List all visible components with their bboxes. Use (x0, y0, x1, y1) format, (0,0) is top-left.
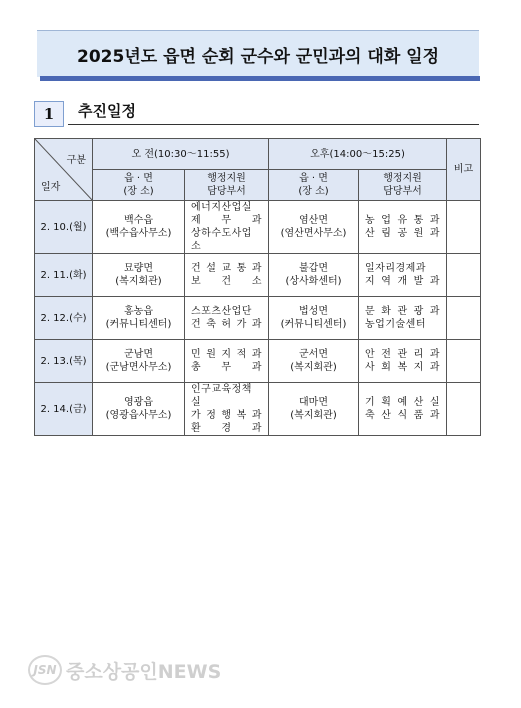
dept-name: 안 전 관 리 과 (365, 349, 441, 360)
town-name: 불갑면 (299, 263, 328, 274)
am-dept-cell (185, 201, 269, 254)
subheader-dept-label-2: 담당부서 (383, 186, 422, 197)
schedule-table (34, 138, 481, 436)
dept-name: 지 역 개 발 과 (365, 276, 441, 287)
pm-town-cell (269, 383, 359, 436)
date-cell: 2. 14.(금) (35, 383, 93, 436)
header-remarks: 비고 (447, 139, 481, 201)
venue-name: (영광읍사무소) (105, 410, 172, 421)
dept-name: 인구교육정책실 (191, 384, 252, 408)
town-name: 군서면 (299, 349, 328, 360)
subheader-place-label: (장 소) (123, 186, 154, 197)
subheader-am-dept (185, 170, 269, 201)
venue-name: (군남면사무소) (105, 362, 172, 373)
dept-name: 보 건 소 (191, 276, 263, 287)
header-am: 오 전(10:30～11:55) (93, 139, 269, 170)
corner-label-date: 일자 (41, 182, 61, 193)
dept-name: 상하수도사업소 (191, 228, 252, 252)
dept-name: 건 설 교 통 과 (191, 263, 263, 274)
remarks-cell (447, 201, 481, 254)
town-name: 묘량면 (124, 263, 153, 274)
dept-name: 건 축 허 가 과 (191, 319, 263, 330)
dept-name: 제 무 과 (191, 215, 263, 226)
dept-name: 일자리경제과 (365, 263, 426, 274)
am-town-cell (93, 254, 185, 297)
section-divider (68, 124, 479, 125)
venue-name: (커뮤니티센터) (280, 319, 347, 330)
watermark-text: 중소상공인NEWS (66, 660, 222, 683)
watermark (28, 655, 221, 685)
dept-name: 사 회 복 지 과 (365, 362, 441, 373)
am-town-cell (93, 383, 185, 436)
pm-town-cell (269, 254, 359, 297)
town-name: 영광읍 (124, 397, 153, 408)
date-cell: 2. 11.(화) (35, 254, 93, 297)
dept-name: 에너지산업실 (191, 202, 252, 213)
dept-name: 총 무 과 (191, 362, 263, 373)
subheader-pm-dept (359, 170, 447, 201)
am-dept-cell (185, 340, 269, 383)
dept-name: 농업기술센터 (365, 319, 426, 330)
remarks-cell (447, 383, 481, 436)
pm-dept-cell (359, 201, 447, 254)
dept-name: 농 업 유 통 과 (365, 215, 441, 226)
venue-name: (염산면사무소) (280, 228, 347, 239)
subheader-dept-label: 행정지원 (383, 173, 422, 184)
table-row (35, 297, 481, 340)
town-name: 홍농읍 (124, 306, 153, 317)
title-box (37, 30, 479, 77)
pm-town-cell (269, 201, 359, 254)
remarks-cell (447, 254, 481, 297)
pm-town-cell (269, 297, 359, 340)
subheader-town-label: 읍 · 면 (299, 173, 328, 184)
table-row (35, 340, 481, 383)
date-cell: 2. 12.(수) (35, 297, 93, 340)
remarks-cell (447, 340, 481, 383)
dept-name: 기 획 예 산 실 (365, 397, 441, 408)
am-dept-cell (185, 297, 269, 340)
town-name: 군남면 (124, 349, 153, 360)
am-dept-cell (185, 383, 269, 436)
pm-dept-cell (359, 254, 447, 297)
venue-name: (복지회관) (290, 410, 337, 421)
subheader-dept-label: 행정지원 (207, 173, 246, 184)
town-name: 대마면 (299, 397, 328, 408)
pm-dept-cell (359, 340, 447, 383)
header-corner-cell (35, 139, 93, 201)
dept-name: 민 원 지 적 과 (191, 349, 263, 360)
watermark-logo-icon: JSN (28, 655, 62, 685)
title-underline (40, 76, 480, 81)
town-name: 백수읍 (124, 215, 153, 226)
am-town-cell (93, 201, 185, 254)
table-row (35, 383, 481, 436)
venue-name: (복지회관) (290, 362, 337, 373)
section-number-badge: 1 (34, 101, 64, 127)
dept-name: 문 화 관 광 과 (365, 306, 441, 317)
dept-name: 산 림 공 원 과 (365, 228, 441, 239)
subheader-town-label: 읍 · 면 (124, 173, 153, 184)
table-row (35, 254, 481, 297)
venue-name: (상사화센터) (285, 276, 342, 287)
am-town-cell (93, 340, 185, 383)
subheader-dept-label-2: 담당부서 (207, 186, 246, 197)
venue-name: (복지회관) (115, 276, 162, 287)
corner-label-category: 구분 (66, 155, 86, 166)
venue-name: (백수읍사무소) (105, 228, 172, 239)
dept-name: 스포츠산업단 (191, 306, 252, 317)
town-name: 법성면 (299, 306, 328, 317)
dept-name: 가 정 행 복 과 (191, 410, 263, 421)
am-dept-cell (185, 254, 269, 297)
subheader-am-town (93, 170, 185, 201)
pm-dept-cell (359, 297, 447, 340)
table-row (35, 201, 481, 254)
header-pm: 오후(14:00～15:25) (269, 139, 447, 170)
subheader-pm-town (269, 170, 359, 201)
remarks-cell (447, 297, 481, 340)
date-cell: 2. 10.(월) (35, 201, 93, 254)
dept-name: 축 산 식 품 과 (365, 410, 441, 421)
am-town-cell (93, 297, 185, 340)
date-cell: 2. 13.(목) (35, 340, 93, 383)
dept-name: 환 경 과 (191, 423, 263, 434)
subheader-place-label: (장 소) (298, 186, 329, 197)
venue-name: (커뮤니티센터) (105, 319, 172, 330)
section-title: 추진일정 (78, 102, 136, 120)
pm-dept-cell (359, 383, 447, 436)
town-name: 염산면 (299, 215, 328, 226)
pm-town-cell (269, 340, 359, 383)
page-title: 2025년도 읍면 순회 군수와 군민과의 대화 일정 (77, 46, 439, 67)
